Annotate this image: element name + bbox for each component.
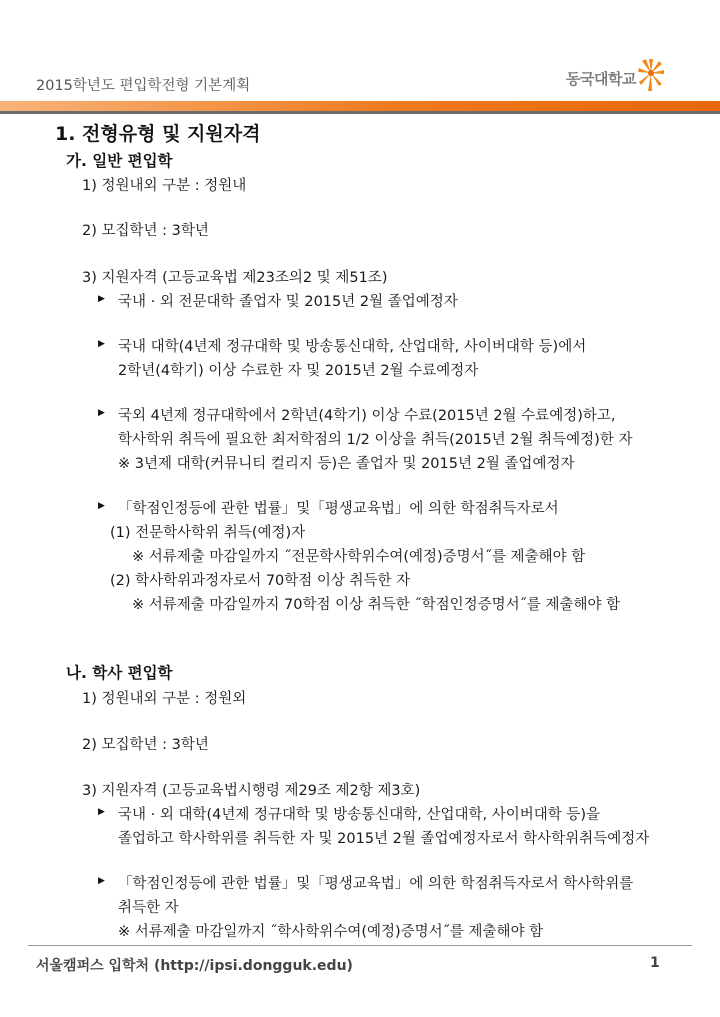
general-sub-2-note: ※ 서류제출 마감일까지 70학점 이상 취득한 ˝학점인정증명서˝를 제출해야 함	[132, 597, 621, 613]
general-bullet-1: 국내 · 외 전문대학 졸업자 및 2015년 2월 졸업예정자	[118, 294, 458, 310]
general-bullet-2: 국내 대학(4년제 정규대학 및 방송통신대학, 산업대학, 사이버대학 등)에서	[118, 339, 587, 355]
general-bullet-3: 국외 4년제 정규대학에서 2학년(4학기) 이상 수료(2015년 2월 수료예정)하고,	[118, 408, 616, 424]
bachelor-bullet-1-cont: 졸업하고 학사학위를 취득한 자 및 2015년 2월 졸업예정자로서 학사학위취득예정자	[118, 831, 650, 847]
bullet-arrow-icon: ▶	[98, 876, 105, 886]
general-bullet-2-cont: 2학년(4학기) 이상 수료한 자 및 2015년 2월 수료예정자	[118, 363, 479, 379]
subsection-title-general: 가. 일반 편입학	[66, 152, 173, 170]
general-bullet-4: 「학점인정등에 관한 법률」및「평생교육법」에 의한 학점취득자로서	[118, 501, 559, 517]
section-title: 1. 전형유형 및 지원자격	[55, 123, 261, 145]
bullet-arrow-icon: ▶	[98, 408, 105, 418]
footer-office: 서울캠퍼스 입학처 (http://ipsi.dongguk.edu)	[36, 958, 353, 974]
page-number: 1	[650, 955, 660, 971]
general-sub-1-note: ※ 서류제출 마감일까지 ˝전문학사학위수여(예정)증명서˝를 제출해야 함	[132, 549, 586, 565]
general-bullet-3-note: ※ 3년제 대학(커뮤니티 컬리지 등)은 졸업자 및 2015년 2월 졸업예정자	[118, 456, 575, 472]
bachelor-bullet-2-note: ※ 서류제출 마감일까지 ˝학사학위수여(예정)증명서˝를 제출해야 함	[118, 924, 544, 940]
general-item-year: 2) 모집학년 : 3학년	[82, 223, 209, 239]
bachelor-item-eligibility: 3) 지원자격 (고등교육법시행령 제29조 제2항 제3호)	[82, 783, 421, 799]
bullet-arrow-icon: ▶	[98, 807, 105, 817]
general-item-eligibility: 3) 지원자격 (고등교육법 제23조의2 및 제51조)	[82, 270, 388, 286]
bachelor-item-year: 2) 모집학년 : 3학년	[82, 737, 209, 753]
sunburst-logo-icon	[638, 58, 664, 92]
bachelor-item-quota: 1) 정원내외 구분 : 정원외	[82, 691, 247, 707]
subsection-title-bachelor: 나. 학사 편입학	[66, 664, 173, 682]
general-sub-1: (1) 전문학사학위 취득(예정)자	[110, 525, 306, 541]
general-item-quota: 1) 정원내외 구분 : 정원내	[82, 178, 247, 194]
footer-rule	[28, 945, 692, 946]
bullet-arrow-icon: ▶	[98, 501, 105, 511]
bachelor-bullet-2: 「학점인정등에 관한 법률」및「평생교육법」에 의한 학점취득자로서 학사학위를	[118, 876, 634, 892]
logo-text: 동국대학교	[566, 70, 636, 88]
document-header-title: 2015학년도 편입학전형 기본계획	[36, 78, 251, 94]
general-bullet-3-cont: 학사학위 취득에 필요한 최저학점의 1/2 이상을 취득(2015년 2월 취득예정)한 자	[118, 432, 633, 448]
bullet-arrow-icon: ▶	[98, 294, 105, 304]
bullet-arrow-icon: ▶	[98, 339, 105, 349]
general-sub-2: (2) 학사학위과정자로서 70학점 이상 취득한 자	[110, 573, 411, 589]
header-rule	[0, 111, 720, 114]
bachelor-bullet-1: 국내 · 외 대학(4년제 정규대학 및 방송통신대학, 산업대학, 사이버대학 등)을	[118, 807, 601, 823]
bachelor-bullet-2-cont: 취득한 자	[118, 900, 179, 916]
header-accent-bar	[0, 101, 720, 111]
